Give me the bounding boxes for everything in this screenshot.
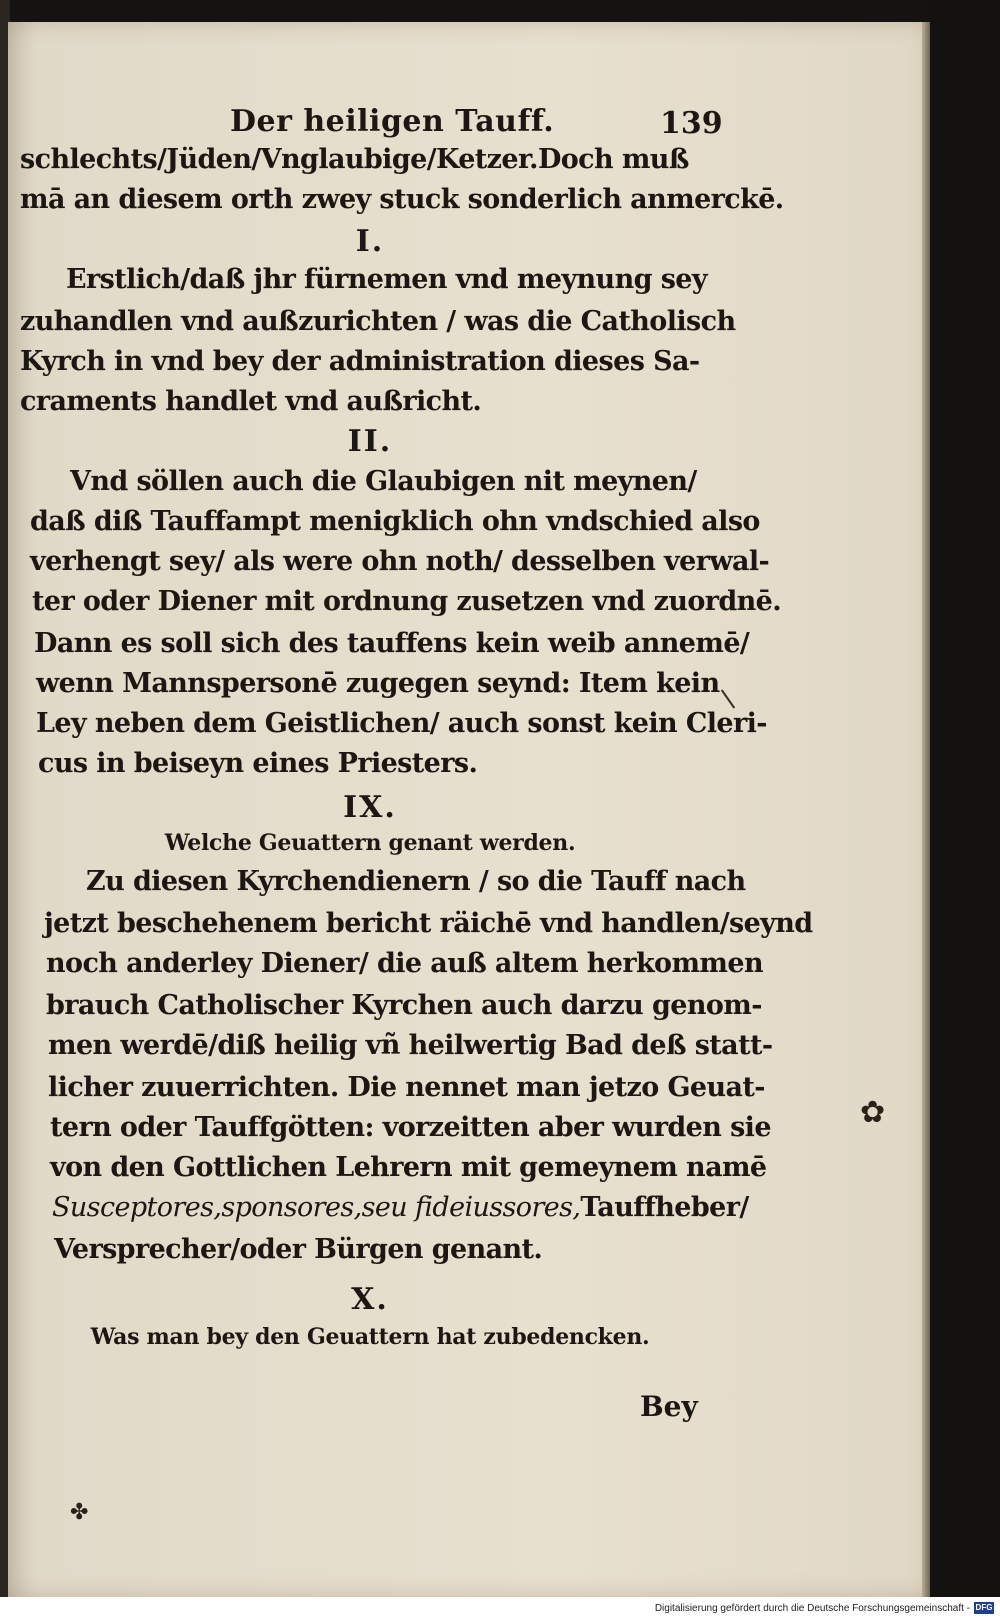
text-line: licher zuuerrichten. Die nennet man jetzo Geuat- [48, 1072, 765, 1103]
text-line: Dann es soll sich des tauffens kein weib annemē/ [34, 628, 750, 659]
scanner-right-border [930, 0, 1000, 1600]
section-heading: Was man bey den Geuattern hat zubedencken. [90, 1324, 650, 1350]
margin-flourish-icon: ✿ [860, 1095, 886, 1130]
section-numeral: IX. [343, 790, 397, 825]
text-line: Erstlich/daß jhr fürnemen vnd meynung sey [66, 264, 707, 295]
catchword: Bey [640, 1390, 698, 1423]
text-line: zuhandlen vnd außzurichten / was die Catholisch [20, 306, 736, 337]
text-line: Zu diesen Kyrchendienern / so die Tauff nach [86, 866, 746, 897]
text-line: jetzt beschehenem bericht räichē vnd handlen/seynd [44, 908, 813, 939]
text-line: verhengt sey/ als were ohn noth/ desselben verwal- [30, 546, 770, 577]
latin-terms: Susceptores,sponsores,seu fideiussores, [52, 1192, 581, 1223]
text-line [52, 1192, 752, 1232]
section-numeral: II. [347, 424, 393, 459]
section-numeral: I. [355, 224, 385, 259]
section-heading: Welche Geuattern genant werden. [164, 830, 576, 856]
text-line: ter oder Diener mit ordnung zusetzen vnd zuordnē. [32, 586, 782, 617]
running-title: Der heiligen Tauff. [230, 104, 555, 139]
text-line: Versprecher/oder Bürgen genant. [54, 1234, 543, 1265]
text-line: craments handlet vnd außricht. [20, 386, 482, 417]
footer-credit: Digitalisierung gefördert durch die Deutsche Forschungsgemeinschaft - [654, 1603, 970, 1614]
text-line: cus in beiseyn eines Priesters. [38, 748, 478, 779]
text-line: wenn Mannspersonē zugegen seynd: Item kein [36, 668, 720, 699]
text-line: mā an diesem orth zwey stuck sonderlich anmerckē. [20, 184, 784, 215]
stain-mark-icon: ✤ [70, 1500, 89, 1525]
text-line: brauch Catholischer Kyrchen auch darzu genom- [46, 990, 762, 1021]
section-numeral: X. [351, 1282, 389, 1317]
text-line: Kyrch in vnd bey der administration dieses Sa- [20, 346, 700, 377]
text-line: tern oder Tauffgötten: vorzeitten aber wurden sie [50, 1112, 771, 1143]
text-line: men werdē/diß heilig vñ heilwertig Bad deß statt- [48, 1030, 773, 1061]
text-line: Ley neben dem Geistlichen/ auch sonst kein Cleri- [36, 708, 767, 739]
text-line: Vnd söllen auch die Glaubigen nit meynen/ [70, 466, 697, 497]
running-head [20, 92, 723, 142]
text-line: daß diß Tauffampt menigklich ohn vndschied also [30, 506, 760, 537]
page-edge [922, 22, 930, 1597]
text-fragment: Tauffheber/ [580, 1192, 749, 1223]
dfg-logo: DFG [975, 1603, 993, 1612]
page-number: 139 [660, 106, 723, 141]
scanner-top-border [0, 0, 1000, 22]
text-line: noch anderley Diener/ die auß altem herkommen [46, 948, 764, 979]
text-line: schlechts/Jüden/Vnglaubige/Ketzer.Doch muß [20, 144, 689, 175]
text-line: von den Gottlichen Lehrern mit gemeynem namē [50, 1152, 767, 1183]
